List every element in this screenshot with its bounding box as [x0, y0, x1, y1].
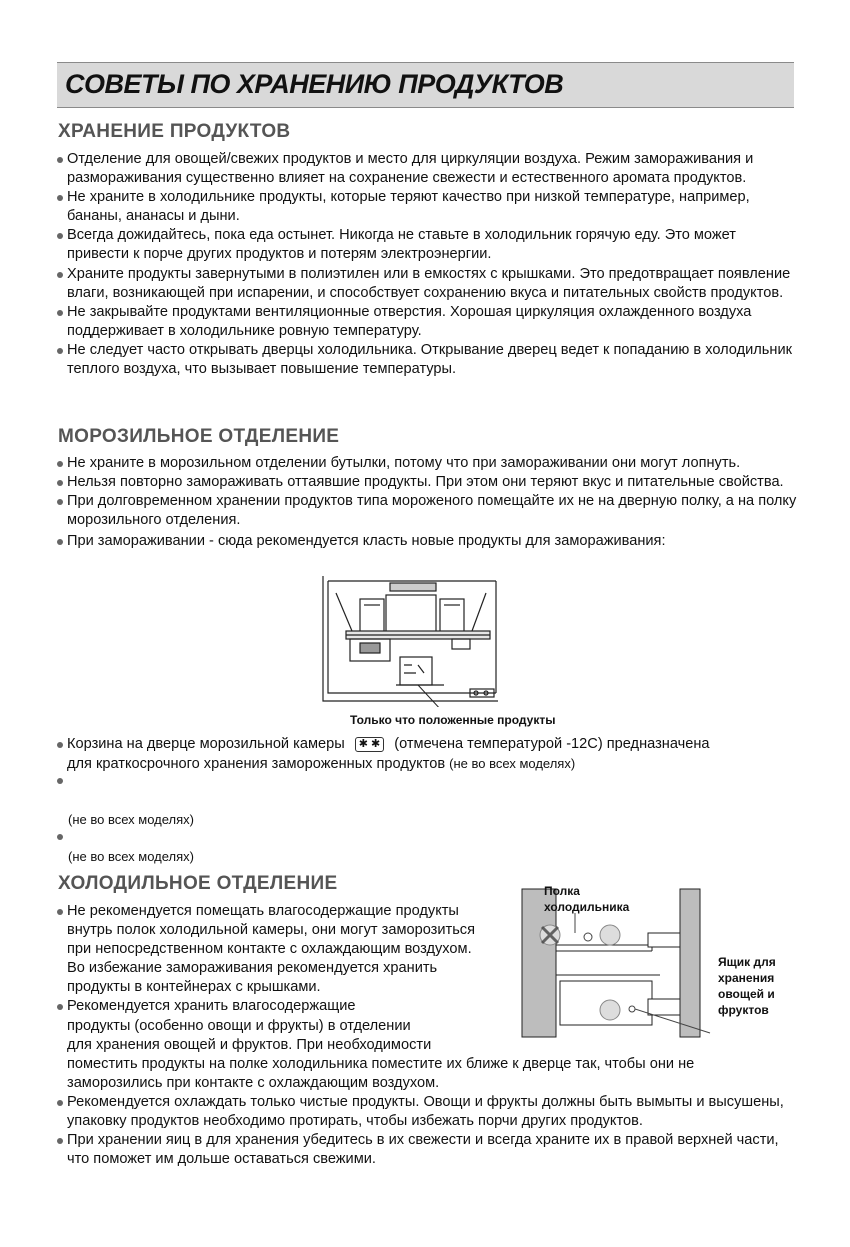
list-item: Не храните в холодильнике продукты, которые теряют качество при низкой температуре, например, бананы, ананасы и дыни. [56, 188, 796, 226]
section-heading-freezer: МОРОЗИЛЬНОЕ ОТДЕЛЕНИЕ [58, 426, 340, 447]
bullet-icon [57, 742, 63, 748]
two-star-icon: ✱ ✱ [355, 737, 385, 752]
basket-text: Корзина на дверце морозильной камеры [67, 736, 345, 752]
list-item: Рекомендуется охлаждать только чистые продукты. Овощи и фрукты должны быть вымыты и высушены, упаковку продуктов необходимо протирать, чтобы избежать порчи других продуктов. [56, 1093, 796, 1131]
line: для хранения овощей и фруктов. При необходимости [67, 1036, 432, 1053]
freezer-illustration [320, 573, 502, 707]
title-bar [57, 62, 794, 108]
basket-text-line2: для краткосрочного хранения замороженных продуктов [67, 756, 446, 773]
drawer-label: Ящик для хранения овощей и фруктов [718, 955, 776, 1017]
basket-note: (не во всех моделях) [449, 756, 576, 772]
storage-tips-list [56, 150, 796, 379]
shelf-label [544, 883, 644, 915]
list-item: При хранении яиц в для хранения убедитесь в их свежести и всегда храните их в правой верхней части, что поможет им дольше оставаться свежими. [56, 1131, 796, 1169]
line: при непосредственном контакте с охлаждающим воздухом. [67, 941, 472, 958]
freezer-tips-list [56, 454, 801, 551]
model-note: (не во всех моделях) [68, 849, 194, 864]
basket-tip [67, 735, 797, 774]
section-heading-storage: ХРАНЕНИЕ ПРОДУКТОВ [58, 121, 291, 142]
list-item: Не закрывайте продуктами вентиляционные отверстия. Хорошая циркуляция охлажденного воздуха поддерживает в холодильнике ровную температуру. [56, 303, 796, 341]
figure-caption: Только что положенные продукты [350, 713, 556, 727]
line: поместить продукты на полке холодильника поместите их ближе к дверце так, чтобы они не [67, 1055, 695, 1072]
page-title: СОВЕТЫ ПО ХРАНЕНИЮ ПРОДУКТОВ [65, 69, 564, 99]
list-item: Не храните в морозильном отделении бутылки, потому что при замораживании они могут лопнуть. [56, 454, 801, 473]
shelf-label-text: Полка холодильника [544, 884, 630, 914]
list-item: Храните продукты завернутыми в полиэтилен или в емкостях с крышками. Это предотвращает появление влаги, возникающей при испарении, и способствует сохранению вкуса и питательных свойств продуктов. [56, 265, 796, 303]
line: Во избежание замораживания рекомендуется хранить [67, 960, 438, 977]
basket-text-after: (отмечена температурой -12С) предназначена [394, 736, 710, 752]
list-item: При долговременном хранении продуктов типа мороженого помещайте их не на дверную полку, а на полку морозильного отделения. [56, 492, 801, 530]
list-item: При замораживании - сюда рекомендуется класть новые продукты для замораживания: [56, 532, 801, 551]
line: продукты (особенно овощи и фрукты) в отделении [67, 1017, 411, 1034]
line: заморозились при контакте с охлаждающим воздухом. [67, 1074, 440, 1091]
list-item: Отделение для овощей/свежих продуктов и место для циркуляции воздуха. Режим замораживания и размораживания существенно влияет на сохранение свежести и естественного аромата продуктов. [56, 150, 796, 188]
model-note: (не во всех моделях) [68, 812, 194, 827]
line: Не рекомендуется помещать влагосодержащие продукты [67, 903, 459, 919]
line: внутрь полок холодильной камеры, они могут заморозиться [67, 922, 476, 939]
line: Рекомендуется хранить влагосодержащие [67, 998, 356, 1015]
bullet-icon [57, 778, 63, 784]
bullet-icon [57, 834, 63, 840]
list-item: Не следует часто открывать дверцы холодильника. Открывание дверец ведет к попаданию в холодильник теплого воздуха, что вызывает повышение температуры. [56, 341, 796, 379]
section-heading-fridge: ХОЛОДИЛЬНОЕ ОТДЕЛЕНИЕ [58, 873, 338, 894]
list-item: Всегда дожидайтесь, пока еда остынет. Никогда не ставьте в холодильник горячую еду. Это может привести к порче других продуктов и потерям электроэнергии. [56, 226, 796, 264]
line: продукты в контейнерах с крышками. [67, 979, 321, 996]
list-item: Нельзя повторно замораживать оттаявшие продукты. При этом они теряют вкус и питательные свойства. [56, 473, 801, 492]
